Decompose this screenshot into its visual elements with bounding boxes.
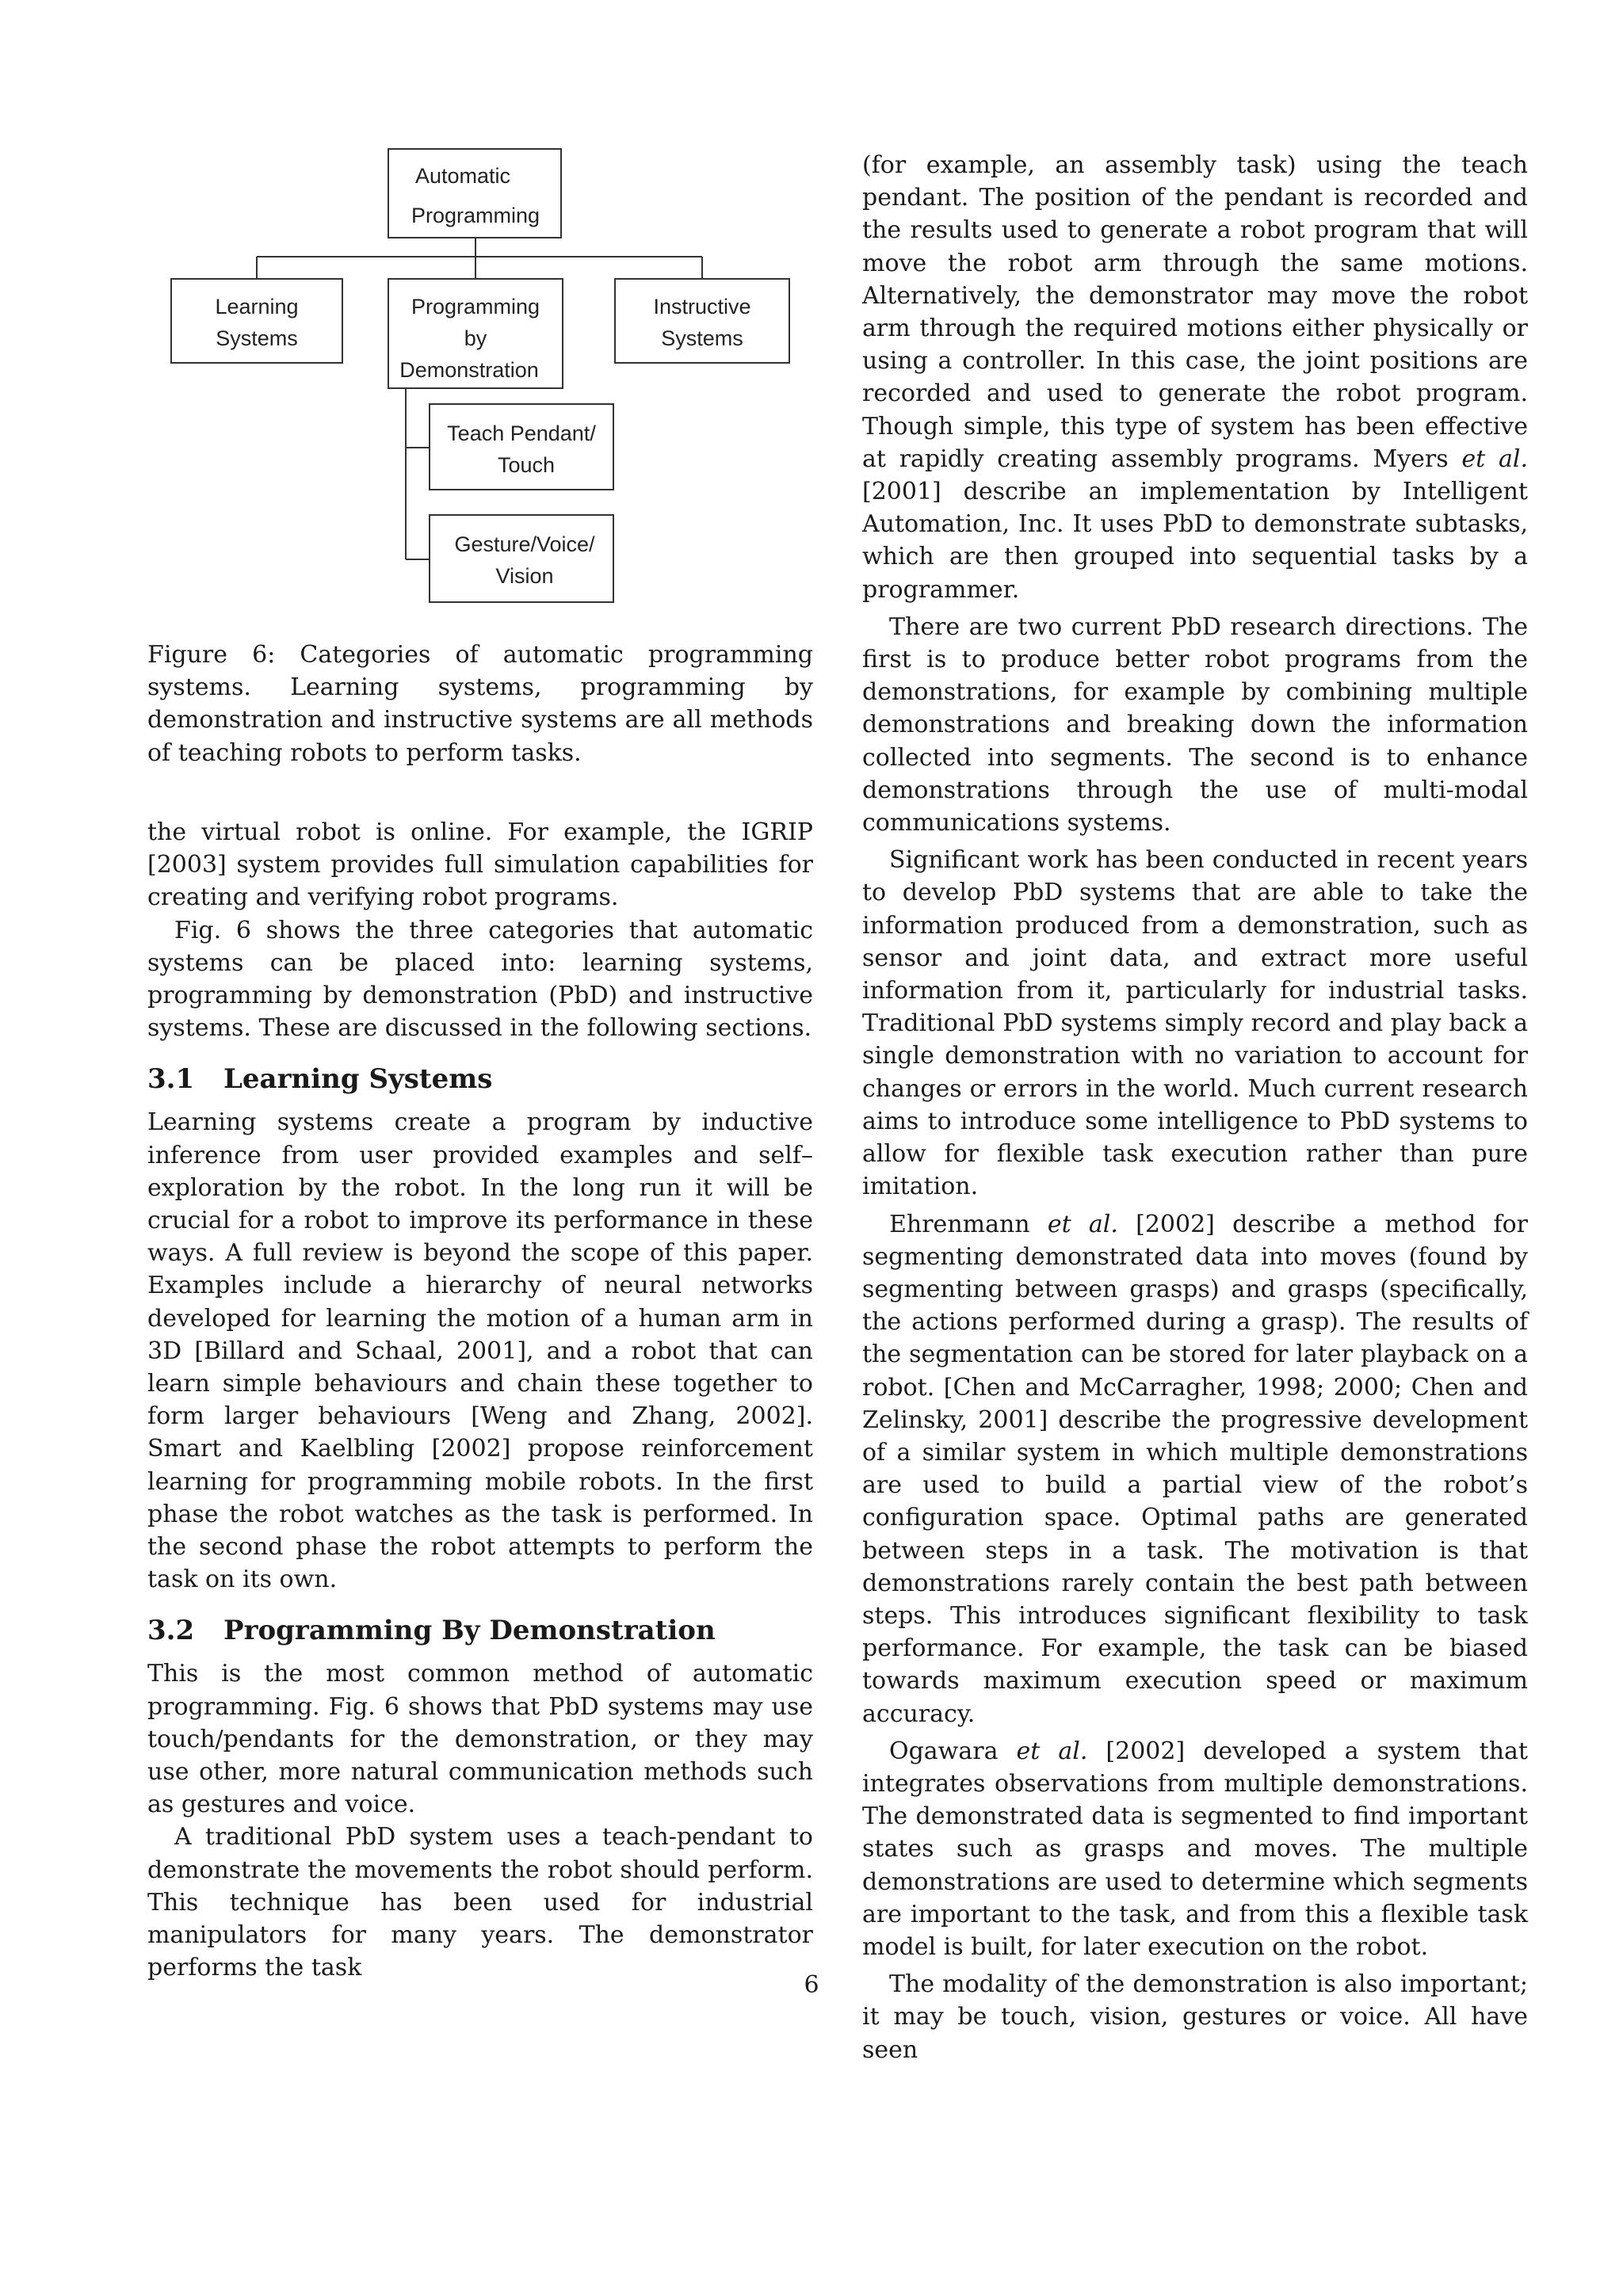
- node-box: [171, 279, 342, 363]
- node-label-line: Demonstration: [399, 358, 539, 382]
- node-instructive-systems: [615, 279, 789, 363]
- paragraph: The modality of the demonstration is also important; it may be touch, vision, gestures or voice. All have seen: [862, 1970, 1528, 2064]
- node-label-line: Automatic: [414, 164, 511, 188]
- italic-et-al: et al.: [1047, 1210, 1118, 1238]
- text-run: Ogawara: [889, 1737, 999, 1765]
- node-label-line: Systems: [216, 326, 298, 350]
- node-label-line: Gesture/Voice/: [454, 532, 595, 556]
- text-run: [2002] describe a method for segmenting demonstrated data into moves (found by segmenting between grasps) and grasps (specifically, the actions performed during a grasp). The results of the segmentation can be stored for later playback on a robot. [Chen and McCarragher, 1998; 2000; Chen and Zelinsky, 2001] describe the progressive development of a similar system in which multiple demonstrations are used to build a partial view of the robot’s configuration space. Optimal paths are generated between steps in a task. The motivation is that demonstrations rarely contain the best path between steps. This introduces significant flexibility to task performance. For example, the task can be biased towards maximum execution speed or maximum accuracy.: [862, 1210, 1528, 1728]
- node-gesture-voice-vision: [430, 515, 613, 602]
- section-heading-3-2: [147, 1613, 813, 1648]
- figure-6-diagram: [147, 143, 813, 618]
- node-label-line: Teach Pendant/: [447, 421, 596, 445]
- section-heading-3-1: [147, 1062, 813, 1097]
- diagram-svg: [147, 143, 813, 618]
- paragraph: [862, 149, 1528, 606]
- paragraph: [862, 1735, 1528, 1963]
- text-run: (for example, an assembly task) using the teach pendant. The position of the pendant is recorded and the results used to generate a robot program that will move the robot arm through the same motions. Alternatively, the demonstrator may move the robot arm through the required motions either physically or using a controller. In this case, the joint positions are recorded and used to generate the robot program. Though simple, this type of system has been effective at rapidly creating assembly programs. Myers: [862, 151, 1528, 473]
- node-label-line: by: [464, 326, 487, 350]
- paragraph: This is the most common method of automatic programming. Fig. 6 shows that PbD systems may use touch/pendants for the demonstration, or they may use other, more natural communication methods such as gestures and voice.: [147, 1660, 813, 1819]
- node-learning-systems: [171, 279, 342, 363]
- node-label-line: Vision: [495, 564, 554, 588]
- text-run: Ehrenmann: [889, 1210, 1030, 1238]
- node-automatic-programming: [388, 149, 561, 238]
- section-title: Programming By Demonstration: [223, 1615, 716, 1647]
- section-number: 3.1: [147, 1063, 195, 1096]
- right-column: [862, 149, 1528, 2066]
- section-number: 3.2: [147, 1615, 195, 1647]
- paragraph: the virtual robot is online. For example, the IGRIP [2003] system provides full simulation capabilities for creating and verifying robot programs.: [147, 818, 813, 912]
- paragraph: Fig. 6 shows the three categories that automatic systems can be placed into: learning systems, programming by demonstration (PbD) and instructive systems. These are discussed in the following sections.: [147, 916, 813, 1043]
- italic-et-al: et al.: [1461, 444, 1528, 473]
- paragraph: Significant work has been conducted in recent years to develop PbD systems that are able to take the information produced from a demonstration, such as sensor and joint data, and extract more useful information from it, particularly for industrial tasks. Traditional PbD systems simply record and play back a single demonstration with no variation to account for changes or errors in the world. Much current research aims to introduce some intelligence to PbD systems to allow for flexible task execution rather than pure imitation.: [862, 846, 1528, 1201]
- node-label-line: Touch: [497, 453, 556, 477]
- node-teach-pendant-touch: [430, 404, 613, 490]
- paragraph: [862, 1208, 1528, 1730]
- page-number: 6: [804, 1971, 819, 1999]
- node-label-line: Learning: [215, 295, 299, 318]
- italic-et-al: et al.: [1016, 1737, 1088, 1765]
- paragraph: Learning systems create a program by inductive inference from user provided examples and self–exploration by the robot. In the long run it will be crucial for a robot to improve its performance in these ways. A full review is beyond the scope of this paper. Examples include a hierarchy of neural networks developed for learning the motion of a human arm in 3D [Billard and Schaal, 2001], and a robot that can learn simple behaviours and chain these together to form larger behaviours [Weng and Zhang, 2002]. Smart and Kaelbling [2002] propose reinforcement learning for programming mobile robots. In the first phase the robot watches as the task is performed. In the second phase the robot attempts to perform the task on its own.: [147, 1108, 813, 1594]
- section-title: Learning Systems: [223, 1063, 493, 1096]
- text-run: [2002] developed a system that integrates observations from multiple demonstrations. The demonstrated data is segmented to find important states such as grasps and moves. The multiple demonstrations are used to determine which segments are important to the task, and from this a flexible task model is built, for later execution on the robot.: [862, 1737, 1528, 1961]
- paragraph: A traditional PbD system uses a teach-pendant to demonstrate the movements the robot should perform. This technique has been used for industrial manipulators for many years. The demonstrator performs the task: [147, 1823, 813, 1982]
- node-label-line: Instructive: [653, 295, 751, 318]
- node-box: [430, 515, 613, 602]
- node-label-line: Programming: [411, 295, 540, 318]
- node-programming-by-demonstration: [388, 279, 563, 388]
- node-box: [615, 279, 789, 363]
- left-column: [147, 816, 813, 1985]
- node-label-line: Programming: [411, 204, 540, 227]
- node-label-line: Systems: [661, 326, 743, 350]
- figure-caption: Figure 6: Categories of automatic programming systems. Learning systems, programming by demonstration and instructive systems are all methods of teaching robots to perform tasks.: [147, 641, 813, 767]
- text-run: [2001] describe an implementation by Intelligent Automation, Inc. It uses PbD to demonstrate subtasks, which are then grouped into sequential tasks by a programmer.: [862, 478, 1528, 604]
- paragraph: There are two current PbD research directions. The first is to produce better robot programs from the demonstrations, for example by combining multiple demonstrations and breaking down the information collected into segments. The second is to enhance demonstrations through the use of multi-modal communications systems.: [862, 612, 1528, 837]
